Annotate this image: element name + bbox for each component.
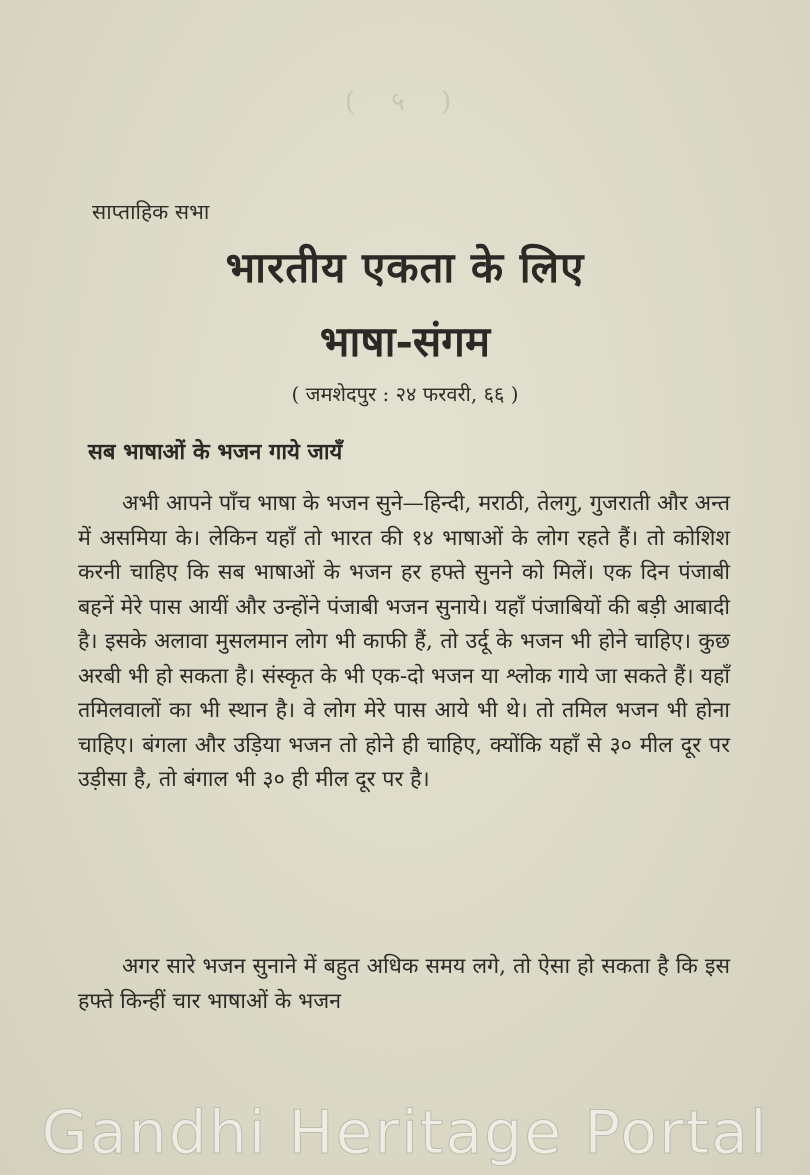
place-date: ( जमशेदपुर : २४ फरवरी, ६६ ) xyxy=(291,382,519,406)
paragraph-text: अभी आपने पाँच भाषा के भजन सुने—हिन्दी, मराठी, तेलगु, गुजराती और अन्त में असमिया के। लेकिन यहाँ तो भारत की १४ भाषाओं के लोग रहते हैं। तो कोशिश करनी चाहिए कि सब भाषाओं के भजन हर हफ्ते सुनने को मिलें। एक दिन पंजाबी बहनें मेरे पास आयीं और उन्होंने पंजाबी भजन सुनाये। यहाँ पंजाबियों की बड़ी आबादी है। इसके अलावा मुसलमान लोग भी काफी हैं, तो उर्दू के भजन भी होने चाहिए। कुछ अरबी भी हो सकता है। संस्कृत के भी एक-दो भजन या श्लोक गाये जा सकते हैं। यहाँ तमिलवालों का भी स्थान है। वे लोग मेरे पास आये भी थे। तो तमिल भजन भी होना चाहिए। बंगला और उड़िया भजन तो होने ही चाहिए, क्योंकि यहाँ से ३० मील दूर पर उड़ीसा है, तो बंगाल भी ३० ही मील दूर पर है। xyxy=(78,491,730,792)
paragraph-2 xyxy=(78,950,730,1019)
page-title-line2: भाषा-संगम xyxy=(319,317,491,366)
section-label: साप्ताहिक सभा xyxy=(92,200,210,224)
paragraph-1 xyxy=(78,487,730,798)
watermark: Gandhi Heritage Portal xyxy=(41,1098,769,1168)
page-number: ( ५ ) xyxy=(344,87,466,117)
section-heading: सब भाषाओं के भजन गाये जायँ xyxy=(88,439,343,465)
paragraph-text: अगर सारे भजन सुनाने में बहुत अधिक समय लगे, तो ऐसा हो सकता है कि इस हफ्ते किन्हीं चार भाषाओं के भजन xyxy=(78,954,730,1014)
page-title: भारतीय एकता के लिए xyxy=(225,243,585,292)
